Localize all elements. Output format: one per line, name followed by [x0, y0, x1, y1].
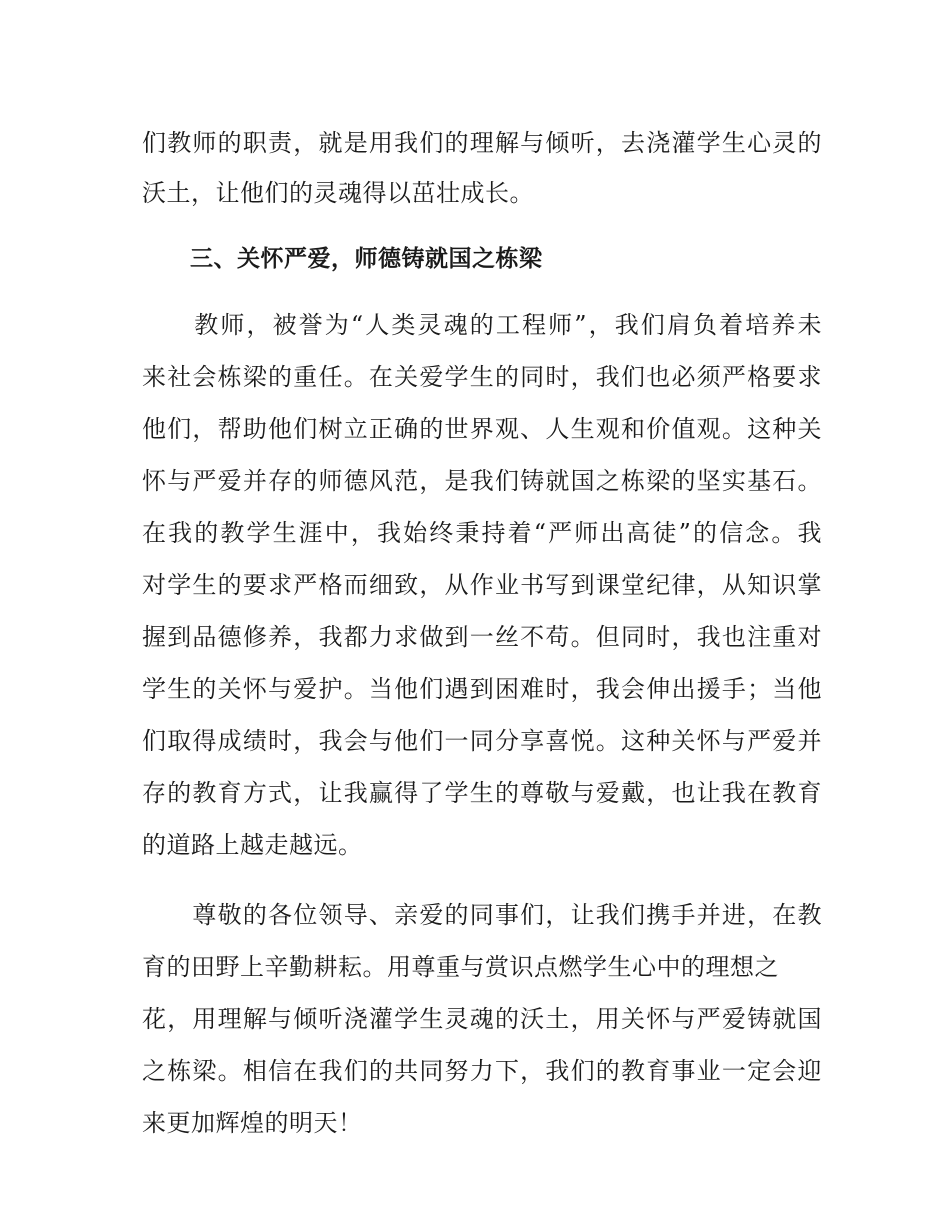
paragraph-line: 们教师的职责，就是用我们的理解与倾听，去浇灌学生心灵的 — [142, 129, 822, 157]
paragraph-line: 在我的教学生涯中，我始终秉持着“严师出高徒”的信念。我 — [142, 519, 822, 547]
paragraph-line: 握到品德修养，我都力求做到一丝不苟。但同时，我也注重对 — [142, 623, 822, 651]
paragraph-line: 教师，被誉为“人类灵魂的工程师”，我们肩负着培养未 — [142, 311, 822, 339]
paragraph-line: 怀与严爱并存的师德风范，是我们铸就国之栋梁的坚实基石。 — [142, 467, 822, 495]
section-heading: 三、关怀严爱，师德铸就国之栋梁 — [190, 246, 543, 272]
paragraph-line: 们取得成绩时，我会与他们一同分享喜悦。这种关怀与严爱并 — [142, 727, 822, 755]
paragraph-line: 花，用理解与倾听浇灌学生灵魂的沃土，用关怀与严爱铸就国 — [142, 1005, 822, 1033]
paragraph-line: 来更加辉煌的明天！ — [142, 1109, 363, 1137]
paragraph-line: 存的教育方式，让我赢得了学生的尊敬与爱戴，也让我在教育 — [142, 779, 822, 807]
paragraph-line: 对学生的要求严格而细致，从作业书写到课堂纪律，从知识掌 — [142, 571, 822, 599]
paragraph-line: 的道路上越走越远。 — [142, 831, 363, 859]
paragraph-line: 育的田野上辛勤耕耘。用尊重与赏识点燃学生心中的理想之 — [142, 953, 779, 981]
paragraph-line: 之栋梁。相信在我们的共同努力下，我们的教育事业一定会迎 — [142, 1057, 822, 1085]
paragraph-line: 他们，帮助他们树立正确的世界观、人生观和价值观。这种关 — [142, 415, 822, 443]
paragraph-line: 学生的关怀与爱护。当他们遇到困难时，我会伸出援手；当他 — [142, 675, 822, 703]
paragraph-line: 尊敬的各位领导、亲爱的同事们，让我们携手并进，在教 — [142, 901, 822, 929]
paragraph-line: 来社会栋梁的重任。在关爱学生的同时，我们也必须严格要求 — [142, 363, 822, 391]
paragraph-line: 沃土，让他们的灵魂得以茁壮成长。 — [142, 179, 534, 207]
